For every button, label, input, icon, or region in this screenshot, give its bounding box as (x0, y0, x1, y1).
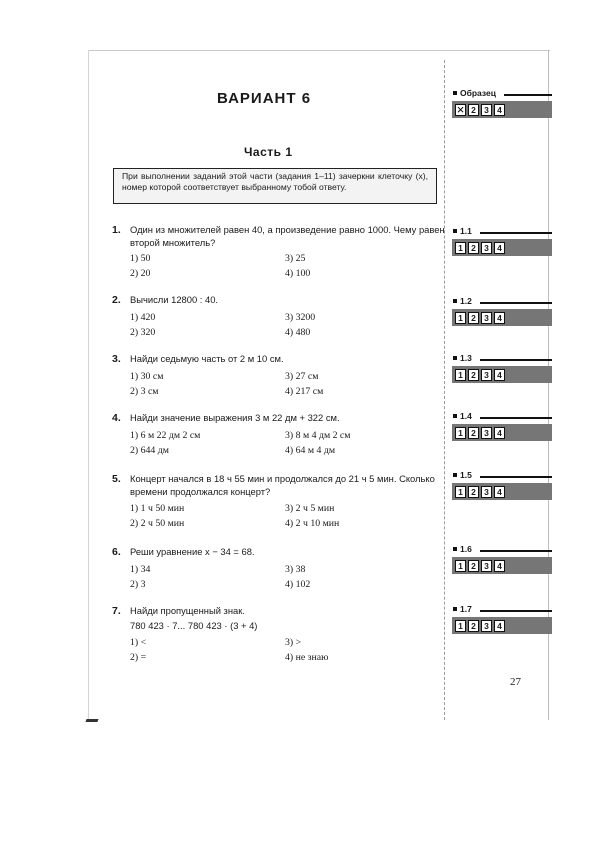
answer-option: 4) 217 см (285, 386, 324, 397)
answer-cell[interactable]: 2 (468, 560, 479, 572)
answer-block-label: 1.4 (452, 411, 552, 423)
page-edge (88, 50, 89, 720)
page-number: 27 (510, 676, 521, 688)
answer-option: 1) 1 ч 50 мин (130, 503, 185, 514)
answer-option: 3) 3200 (285, 312, 316, 323)
answer-option: 3) > (285, 637, 302, 648)
answer-option: 1) 34 (130, 564, 151, 575)
answer-option: 4) 102 (285, 579, 311, 590)
answer-cells (452, 617, 552, 634)
question-text: Найди седьмую часть от 2 м 10 см. (130, 353, 284, 364)
answer-cells (452, 309, 552, 326)
question-text: Реши уравнение x − 34 = 68. (130, 546, 255, 557)
answer-cell[interactable]: 3 (481, 427, 492, 439)
answer-option: 3) 38 (285, 564, 306, 575)
answer-block-label: 1.3 (452, 353, 552, 365)
answer-cell[interactable]: 3 (481, 560, 492, 572)
answer-cell[interactable]: 3 (481, 369, 492, 381)
answer-option: 2) 3 (130, 579, 146, 590)
bullet-icon (453, 414, 457, 418)
question-number: 4. (112, 412, 121, 424)
answer-cell[interactable]: 1 (455, 620, 466, 632)
bullet-icon (453, 91, 457, 95)
answer-cell[interactable]: 2 (468, 486, 479, 498)
question-number: 1. (112, 224, 121, 236)
question-number: 7. (112, 605, 121, 617)
answer-cell[interactable]: 4 (494, 620, 505, 632)
bullet-icon (453, 229, 457, 233)
answer-cells (452, 557, 552, 574)
answer-cell: 4 (494, 104, 505, 116)
question-number: 6. (112, 546, 121, 558)
answer-cell[interactable]: 4 (494, 560, 505, 572)
answer-option: 2) = (130, 652, 147, 663)
answer-option: 1) 420 (130, 312, 156, 323)
expression: 780 423 · 7... 780 423 · (3 + 4) (130, 620, 258, 631)
answer-option: 1) 6 м 22 дм 2 см (130, 430, 201, 441)
answer-option: 1) 30 см (130, 371, 164, 382)
answer-cell[interactable]: 3 (481, 242, 492, 254)
bullet-icon (453, 299, 457, 303)
answer-cell[interactable]: 1 (455, 427, 466, 439)
question-number: 2. (112, 294, 121, 306)
answer-cell[interactable]: 2 (468, 427, 479, 439)
answer-cell[interactable]: 4 (494, 486, 505, 498)
answer-option: 4) 100 (285, 268, 311, 279)
answer-cells (452, 101, 552, 118)
part-title: Часть 1 (244, 145, 293, 159)
answer-cells (452, 424, 552, 441)
cut-line (444, 60, 445, 720)
page-edge (88, 50, 550, 51)
question-number: 5. (112, 473, 121, 485)
bullet-icon (453, 356, 457, 360)
answer-cell[interactable]: 4 (494, 312, 505, 324)
answer-cell[interactable]: 1 (455, 242, 466, 254)
question-text: Найди пропущенный знак. (130, 605, 245, 616)
question-number: 3. (112, 353, 121, 365)
answer-cells (452, 366, 552, 383)
answer-option: 3) 2 ч 5 мин (285, 503, 335, 514)
question-text: Найди значение выражения 3 м 22 дм + 322 см. (130, 412, 340, 423)
answer-cell[interactable]: 3 (481, 486, 492, 498)
bullet-icon (453, 547, 457, 551)
answer-option: 2) 20 (130, 268, 151, 279)
answer-cell[interactable]: 4 (494, 427, 505, 439)
answer-option: 4) 2 ч 10 мин (285, 518, 340, 529)
answer-option: 2) 3 см (130, 386, 159, 397)
answer-option: 4) 480 (285, 327, 311, 338)
answer-option: 2) 2 ч 50 мин (130, 518, 185, 529)
answer-cell[interactable]: 2 (468, 620, 479, 632)
answer-cells (452, 239, 552, 256)
variant-title: ВАРИАНТ 6 (217, 90, 312, 107)
answer-cell[interactable]: 1 (455, 369, 466, 381)
answer-cell: 2 (468, 104, 479, 116)
answer-cell[interactable]: 3 (481, 312, 492, 324)
answer-cell[interactable]: 3 (481, 620, 492, 632)
bullet-icon (453, 607, 457, 611)
answer-option: 3) 25 (285, 253, 306, 264)
answer-option: 2) 320 (130, 327, 156, 338)
instruction-box: При выполнении заданий этой части (задания 1–11) зачеркни клеточку (х), номер которой соответствует выбранному тобой ответу. (113, 168, 437, 204)
answer-cell[interactable]: 2 (468, 369, 479, 381)
question-text: Концерт начался в 18 ч 55 мин и продолжался до 21 ч 5 мин. Сколько времени продолжался концерт? (130, 473, 435, 497)
answer-block-label: Образец (452, 88, 552, 100)
answer-block-label: 1.1 (452, 226, 552, 238)
question-text: Вычисли 12800 : 40. (130, 294, 219, 305)
answer-block-label: 1.6 (452, 544, 552, 556)
answer-block-label: 1.2 (452, 296, 552, 308)
answer-cell[interactable]: 1 (455, 560, 466, 572)
answer-option: 4) не знаю (285, 652, 329, 663)
answer-option: 3) 27 см (285, 371, 319, 382)
answer-cell[interactable]: 1 (455, 312, 466, 324)
answer-option: 1) 50 (130, 253, 151, 264)
answer-block-label: 1.7 (452, 604, 552, 616)
answer-cell (455, 104, 466, 116)
answer-cell[interactable]: 1 (455, 486, 466, 498)
scan-mark (85, 719, 98, 722)
answer-cell[interactable]: 2 (468, 312, 479, 324)
answer-cells (452, 483, 552, 500)
bullet-icon (453, 473, 457, 477)
answer-cell[interactable]: 4 (494, 369, 505, 381)
answer-cell[interactable]: 4 (494, 242, 505, 254)
answer-option: 2) 644 дм (130, 445, 169, 456)
answer-option: 3) 8 м 4 дм 2 см (285, 430, 351, 441)
answer-block-label: 1.5 (452, 470, 552, 482)
answer-cell[interactable]: 2 (468, 242, 479, 254)
answer-option: 4) 64 м 4 дм (285, 445, 336, 456)
answer-option: 1) < (130, 637, 147, 648)
answer-cell: 3 (481, 104, 492, 116)
question-text: Один из множителей равен 40, а произведение равно 1000. Чему равен второй множитель? (130, 224, 445, 248)
